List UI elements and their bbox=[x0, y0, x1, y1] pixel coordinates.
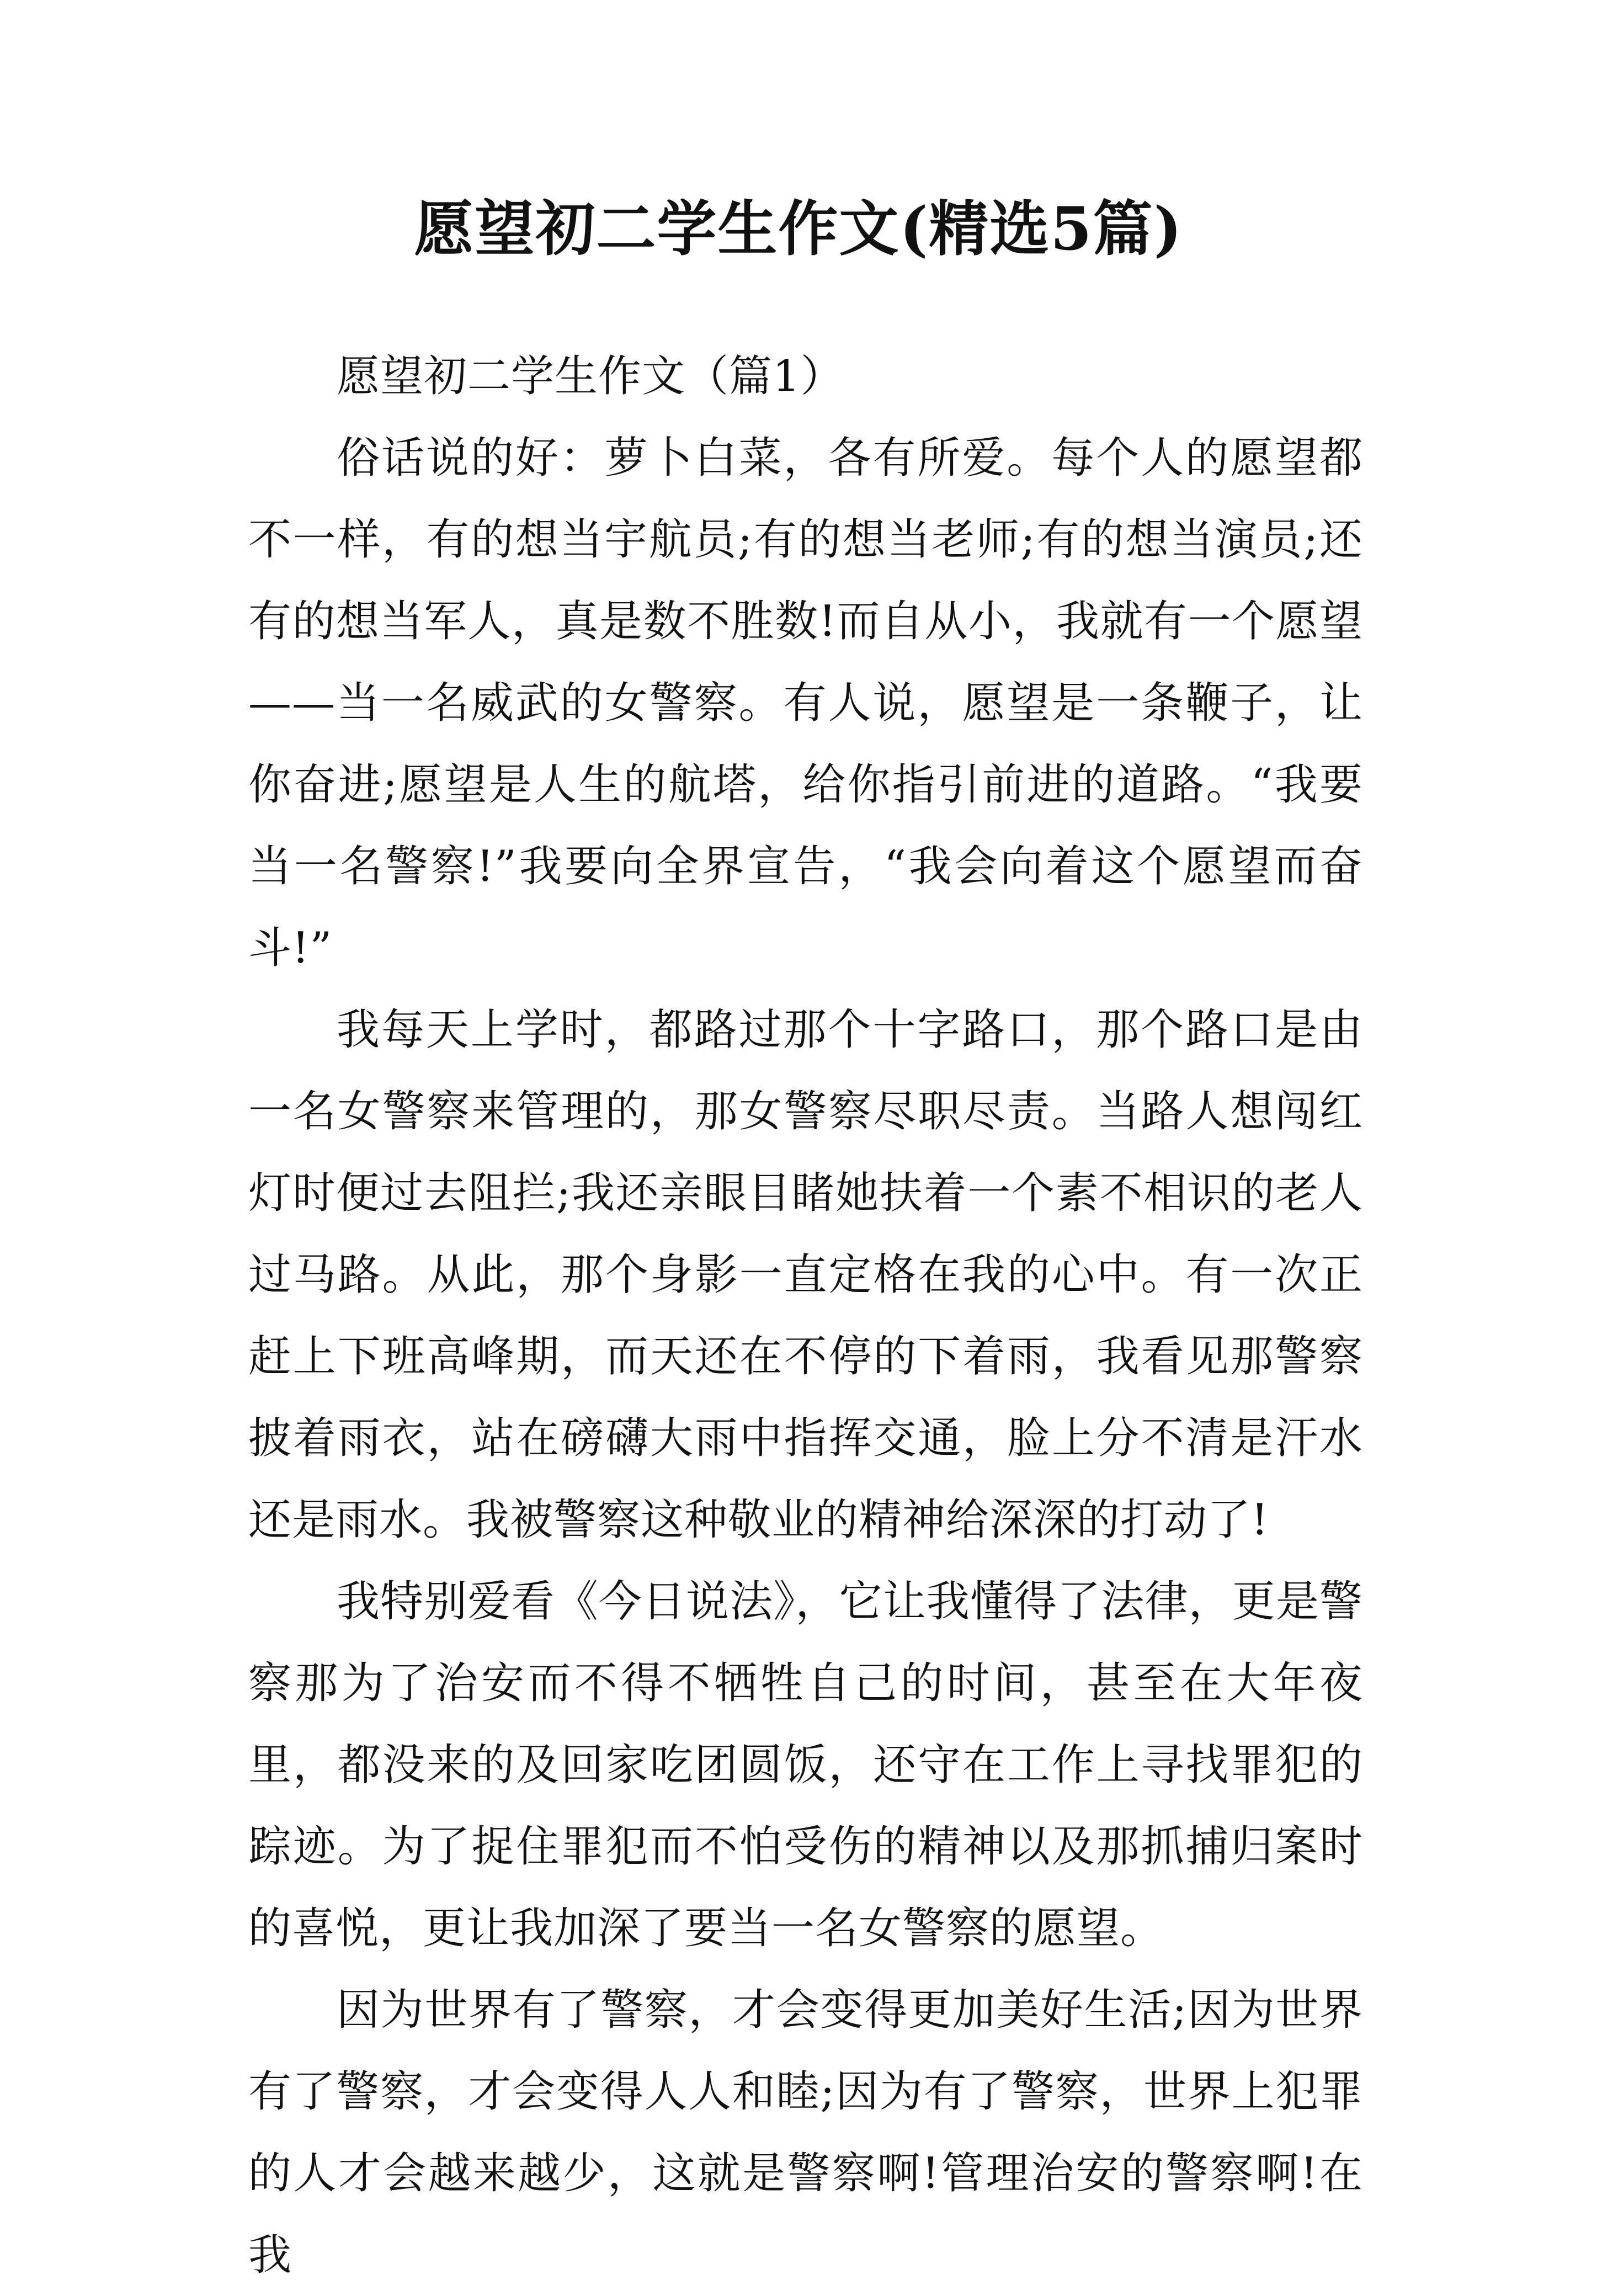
paragraph-3: 我特别爱看《今日说法》，它让我懂得了法律，更是警察那为了治安而不得不牺牲自己的时间，甚至在大年夜里，都没来的及回家吃团圆饭，还守在工作上寻找罪犯的踪迹。为了捉住罪犯而不怕受伤的精神以及那抓捕归案时的喜悦，更让我加深了要当一名女警察的愿望。 bbox=[248, 1577, 1363, 1953]
document-body bbox=[248, 336, 1363, 2296]
document-title: 愿望初二学生作文(精选5篇) bbox=[414, 194, 1183, 264]
paragraph-1: 俗话说的好：萝卜白菜，各有所爱。每个人的愿望都不一样，有的想当宇航员;有的想当老师;有的想当演员;还有的想当军人，真是数不胜数!而自从小，我就有一个愿望——当一名威武的女警察。有人说，愿望是一条鞭子，让你奋进;愿望是人生的航塔，给你指引前进的道路。“我要当一名警察!”我要向全界宣告，“我会向着这个愿望而奋斗!” bbox=[248, 433, 1363, 973]
section-heading: 愿望初二学生作文（篇1） bbox=[337, 352, 844, 401]
paragraph-4: 因为世界有了警察，才会变得更加美好生活;因为世界有了警察，才会变得人人和睦;因为有了警察，世界上犯罪的人才会越来越少，这就是警察啊!管理治安的警察啊!在我 bbox=[248, 1985, 1363, 2280]
paragraph-2: 我每天上学时，都路过那个十字路口，那个路口是由一名女警察来管理的，那女警察尽职尽责。当路人想闯红灯时便过去阻拦;我还亲眼目睹她扶着一个素不相识的老人过马路。从此，那个身影一直定格在我的心中。有一次正赶上下班高峰期，而天还在不停的下着雨，我看见那警察披着雨衣，站在磅礴大雨中指挥交通，脸上分不清是汗水还是雨水。我被警察这种敬业的精神给深深的打动了! bbox=[248, 1005, 1363, 1545]
